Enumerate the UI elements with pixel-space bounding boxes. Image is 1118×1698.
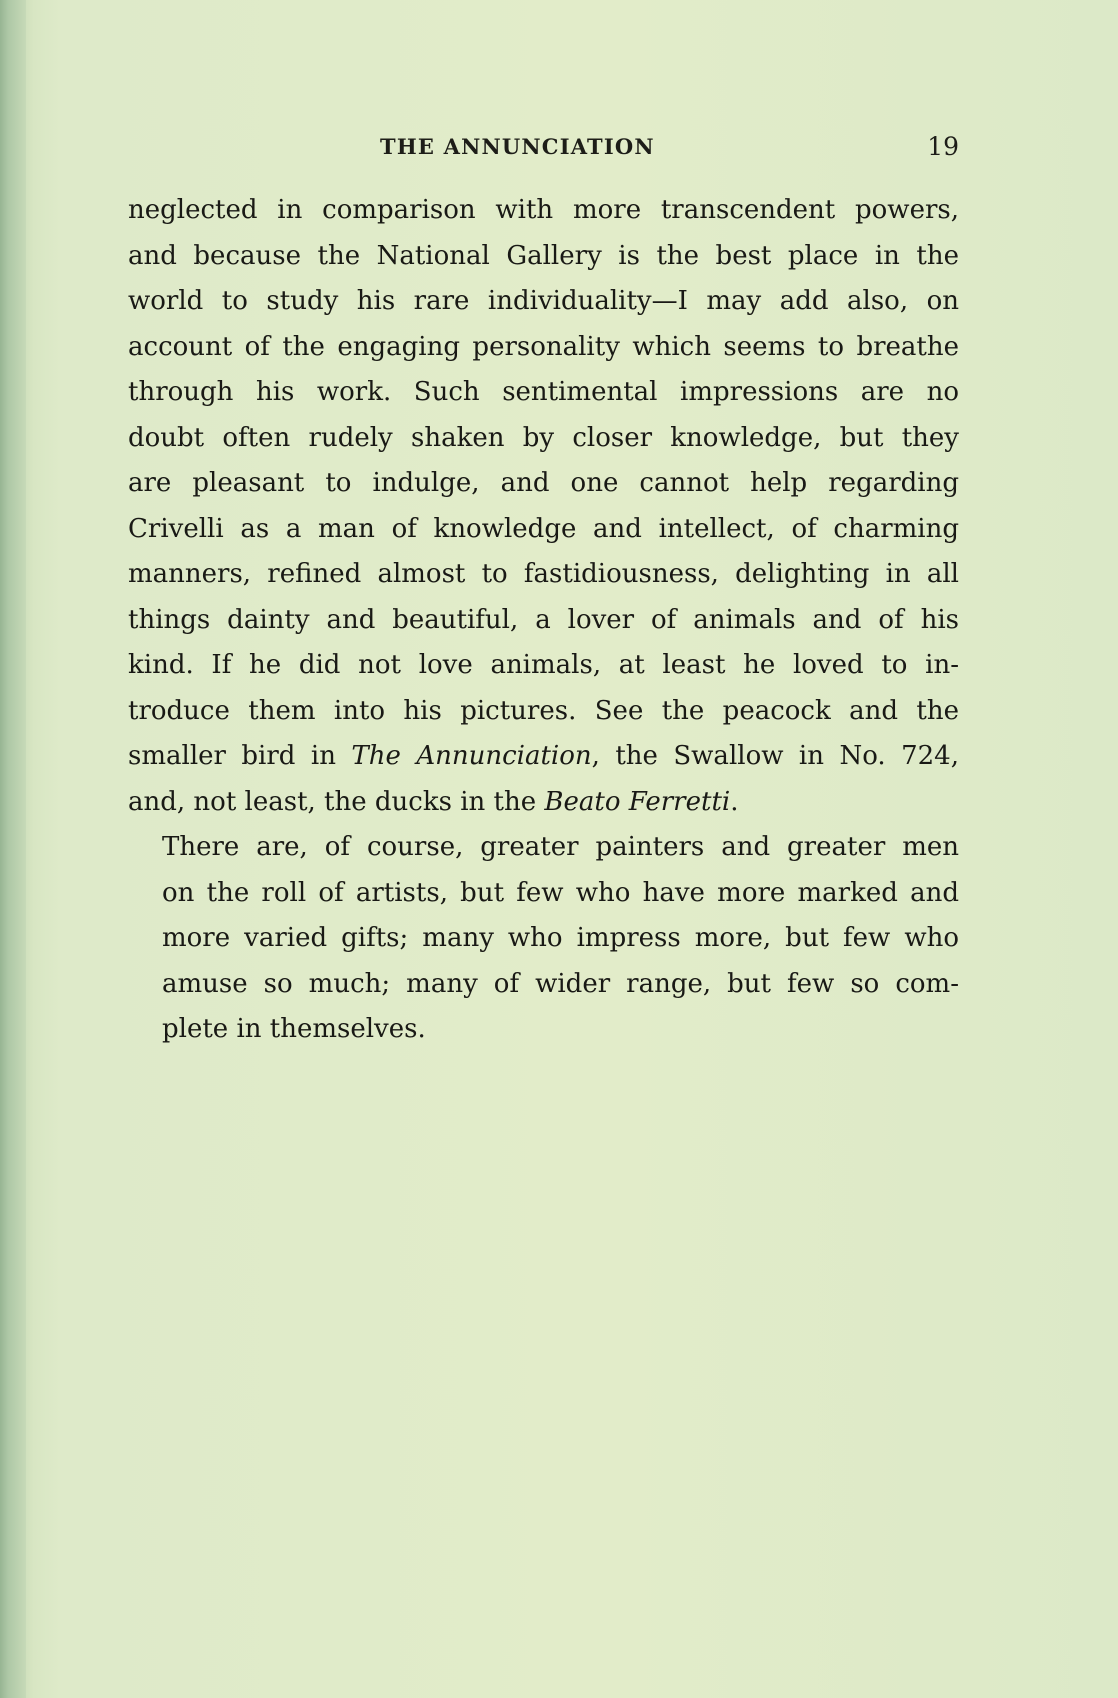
text-line: amuse so much; many of wider range, but few so com- [162, 968, 959, 999]
running-head [128, 132, 959, 164]
text-line: world to study his rare individuality—I may add also, on [128, 286, 959, 316]
line-text-before-title: smaller bird in [128, 741, 352, 771]
paragraph-2 [128, 825, 959, 1053]
text-line: kind. If he did not love animals, at least he loved to in- [128, 650, 959, 680]
text-line: and because the National Gallery is the best place in the [128, 240, 959, 271]
artwork-title-beato-ferretti: Beato Ferretti [544, 786, 731, 817]
text-line: Crivelli as a man of knowledge and intellect, of charming [128, 513, 959, 544]
text-line: are pleasant to indulge, and one cannot help regarding [128, 468, 959, 498]
line-text-before-title: and, not least, the ducks in the [128, 786, 545, 817]
text-line-with-title [128, 734, 959, 780]
text-line: things dainty and beautiful, a lover of animals and of his [128, 604, 959, 635]
text-line: manners, refined almost to fastidiousness, delighting in all [128, 559, 959, 589]
text-line: There are, of course, greater painters and greater men [162, 832, 959, 862]
line-text-after-title: , the Swallow in No. 724, [591, 741, 959, 771]
line-text-after-title: . [730, 786, 739, 817]
running-title: THE ANNUNCIATION [380, 134, 655, 159]
text-line: doubt often rudely shaken by closer knowledge, but they [128, 422, 959, 453]
text-line: through his work. Such sentimental impressions are no [128, 377, 959, 407]
text-line: troduce them into his pictures. See the peacock and the [128, 695, 959, 726]
text-line: neglected in comparison with more transcendent powers, [128, 195, 959, 225]
body-text [128, 188, 959, 1053]
text-line: plete in themselves. [162, 1014, 426, 1044]
binding-edge-shadow [0, 0, 26, 1698]
text-line-with-title [128, 780, 959, 826]
text-line: on the roll of artists, but few who have more marked and [162, 877, 959, 908]
page-number: 19 [927, 132, 959, 161]
text-line: account of the engaging personality which seems to breathe [128, 331, 959, 362]
paragraph-1 [128, 188, 959, 825]
text-line: more varied gifts; many who impress more, but few who [162, 923, 959, 953]
artwork-title-annunciation: The Annunciation [351, 741, 592, 771]
